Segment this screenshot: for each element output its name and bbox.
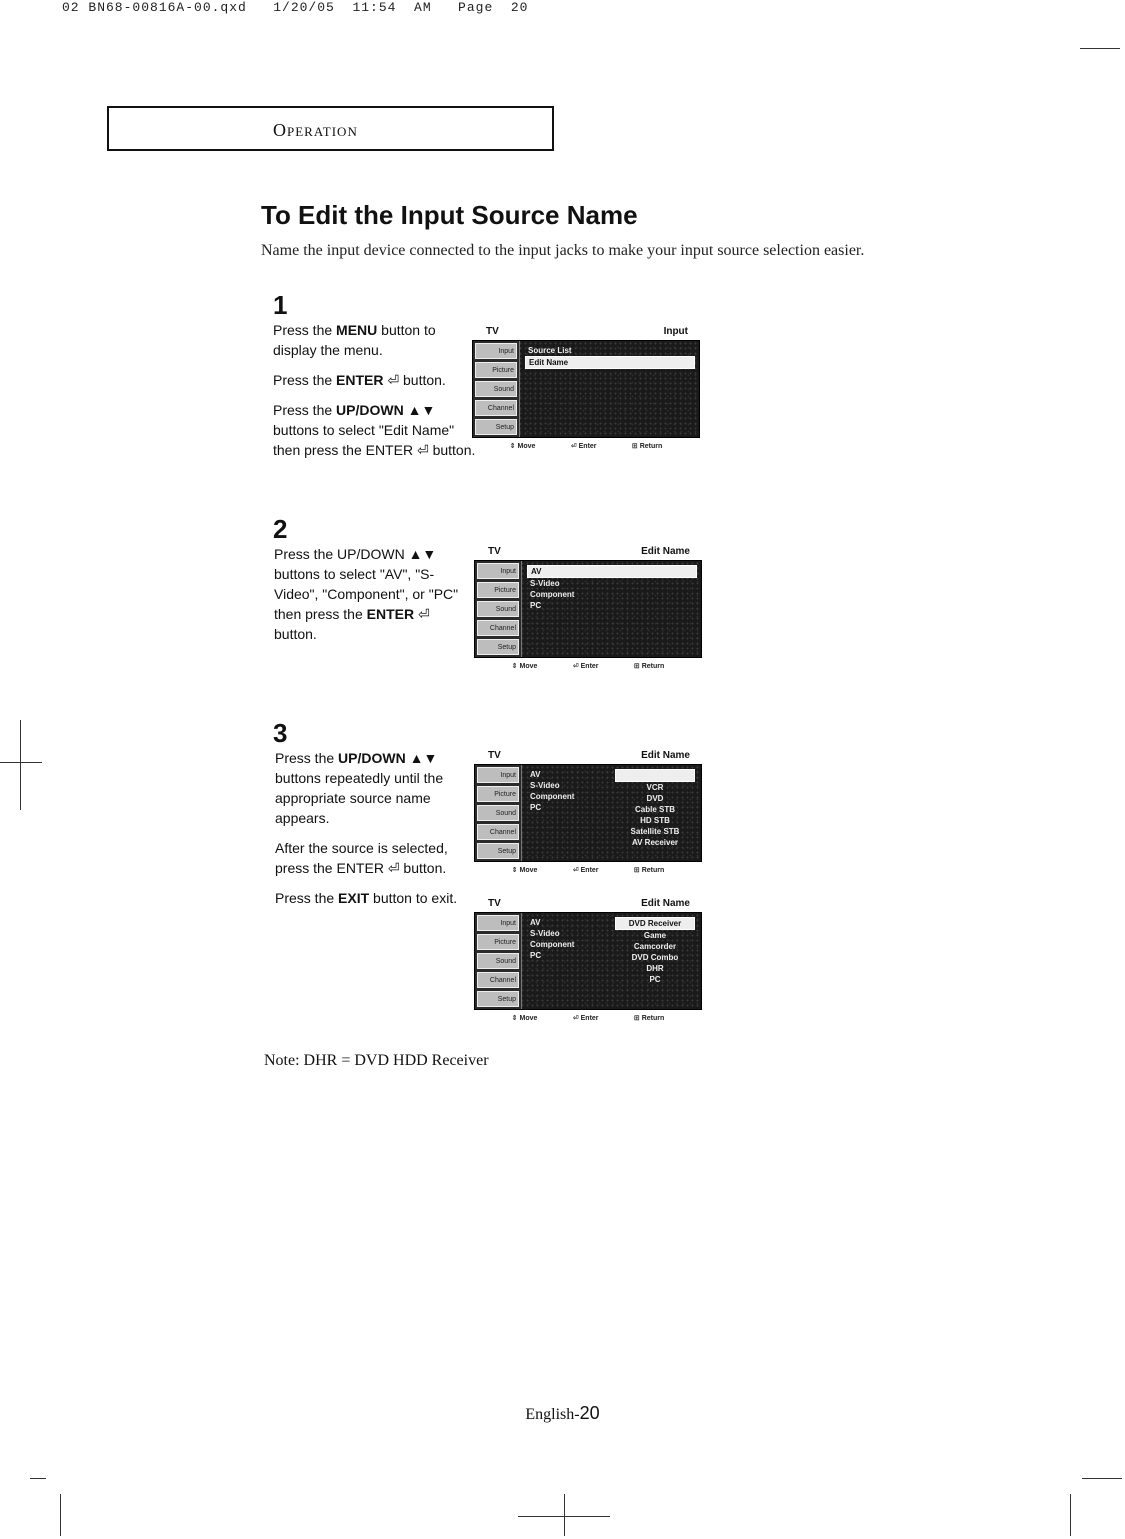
tv-menu-row: Source List [528, 346, 572, 355]
tv-sidebar [475, 765, 522, 861]
tv-menu-row: PC [530, 601, 542, 610]
section-header [107, 106, 554, 151]
tv-menu-list [525, 345, 695, 369]
tv-sidebar-item: Setup [477, 639, 519, 655]
note: Note: DHR = DVD HDD Receiver [264, 1052, 489, 1069]
tv-footer [474, 1010, 702, 1022]
instruction-paragraph: After the source is selected, press the ENTER ⏎ button. [275, 840, 448, 876]
tv-footer-hint: ⊞ Return [631, 443, 663, 450]
tv-menu-row: S-Video [530, 929, 560, 938]
tv-screen-step-2 [474, 546, 702, 670]
tv-footer-hint: ⏎ Enter [572, 663, 599, 670]
tv-footer [472, 438, 700, 450]
page-number: 20 [579, 1403, 600, 1423]
tv-option: DVD Receiver [615, 917, 695, 930]
tv-screen-step-3a [474, 750, 702, 874]
print-slug: 02 BN68-00816A-00.qxd 1/20/05 11:54 AM Page 20 [62, 0, 529, 15]
step-3-text [275, 748, 475, 918]
instruction-paragraph: Press the UP/DOWN ▲▼ buttons to select "Edit Name" then press the ENTER ⏎ button. [273, 402, 476, 458]
tv-menu-row: S-Video [530, 579, 560, 588]
tv-sidebar-item: Channel [477, 824, 519, 840]
tv-label: TV [486, 326, 499, 337]
tv-menu-row: AV [530, 918, 541, 927]
tv-option-list [615, 917, 695, 985]
tv-menu-title: Edit Name [641, 546, 690, 557]
tv-sidebar-item: Setup [475, 419, 517, 435]
tv-footer-hint: ⊞ Return [633, 867, 665, 874]
tv-menu-title: Edit Name [641, 750, 690, 761]
tv-option: Game [643, 931, 667, 940]
tv-option: DVD Combo [631, 953, 679, 962]
tv-option: PC [649, 975, 661, 984]
tv-footer-hint: ⇕ Move [509, 443, 536, 450]
tv-sidebar [475, 913, 522, 1009]
tv-menu-row: Component [530, 940, 575, 949]
intro-text: Name the input device connected to the input jacks to make your input source selection easier. [261, 242, 865, 259]
tv-footer-hint: ⇕ Move [511, 663, 538, 670]
tv-header [474, 898, 702, 912]
tv-display [474, 912, 702, 1010]
instruction-paragraph: Press the UP/DOWN ▲▼ buttons repeatedly until the appropriate source name appears. [275, 750, 444, 826]
page-footer [0, 1403, 1125, 1424]
tv-footer-hint: ⊞ Return [633, 1015, 665, 1022]
tv-footer-hint: ⊞ Return [633, 663, 665, 670]
step-number: 1 [273, 290, 288, 320]
tv-sidebar-item: Input [477, 563, 519, 579]
tv-label: TV [488, 750, 501, 761]
tv-menu-row: Component [530, 590, 575, 599]
step-number: 2 [273, 514, 288, 544]
tv-menu-title: Input [663, 326, 688, 337]
instruction-paragraph: Press the EXIT button to exit. [275, 890, 458, 906]
tv-menu-row: S-Video [530, 781, 560, 790]
tv-footer [474, 862, 702, 874]
tv-header [474, 546, 702, 560]
section-title: Operation [273, 120, 358, 140]
tv-option: AV Receiver [631, 838, 679, 847]
tv-menu-list [527, 565, 697, 611]
tv-header [472, 326, 700, 340]
tv-sidebar-item: Input [475, 343, 517, 359]
tv-sidebar-item: Sound [477, 953, 519, 969]
tv-menu-row: PC [530, 803, 542, 812]
tv-menu-title: Edit Name [641, 898, 690, 909]
page-title: To Edit the Input Source Name [261, 200, 638, 230]
tv-sidebar-item: Picture [477, 786, 519, 802]
tv-sidebar-item: Picture [477, 582, 519, 598]
step-1-text [273, 320, 478, 470]
crop-mark [30, 1478, 46, 1479]
tv-option: HD STB [640, 816, 670, 825]
tv-option: VCR [646, 783, 664, 792]
tv-sidebar-item: Setup [477, 991, 519, 1007]
tv-option: Cable STB [634, 805, 675, 814]
step-number: 3 [273, 718, 288, 748]
footer-label: English- [525, 1406, 580, 1423]
tv-header [474, 750, 702, 764]
tv-option: Camcorder [633, 942, 677, 951]
tv-display [472, 340, 700, 438]
tv-sidebar-item: Sound [477, 805, 519, 821]
tv-sidebar-item: Picture [477, 934, 519, 950]
tv-option-list [615, 769, 695, 848]
instruction-paragraph: Press the ENTER ⏎ button. [273, 372, 446, 388]
tv-footer [474, 658, 702, 670]
tv-sidebar-item: Channel [477, 620, 519, 636]
tv-label: TV [488, 898, 501, 909]
tv-menu-row: Component [530, 792, 575, 801]
tv-menu-row: AV [530, 770, 541, 779]
tv-footer-hint: ⏎ Enter [570, 443, 597, 450]
tv-sidebar [475, 561, 522, 657]
crop-mark [1070, 1494, 1071, 1536]
instruction-paragraph: Press the UP/DOWN ▲▼ buttons to select "AV", "S-Video", "Component", or "PC" then press the ENTER ⏎ button. [274, 546, 459, 642]
tv-footer-hint: ⏎ Enter [572, 867, 599, 874]
tv-label: TV [488, 546, 501, 557]
tv-screen-step-1 [472, 326, 700, 450]
tv-sidebar-item: Input [477, 767, 519, 783]
tv-option [615, 769, 695, 782]
tv-sidebar-item: Picture [475, 362, 517, 378]
crop-mark [1082, 1478, 1122, 1479]
crop-mark [1080, 48, 1120, 49]
tv-display [474, 560, 702, 658]
tv-menu-row: Edit Name [525, 356, 695, 369]
tv-sidebar-item: Sound [475, 381, 517, 397]
tv-sidebar-item: Channel [475, 400, 517, 416]
crop-mark [60, 1494, 61, 1536]
tv-display [474, 764, 702, 862]
registration-mark [0, 762, 42, 763]
registration-mark [20, 720, 21, 810]
tv-footer-hint: ⏎ Enter [572, 1015, 599, 1022]
tv-footer-hint: ⇕ Move [511, 1015, 538, 1022]
tv-option: Satellite STB [630, 827, 680, 836]
tv-sidebar-item: Setup [477, 843, 519, 859]
tv-menu-row: AV [527, 565, 697, 578]
tv-footer-hint: ⇕ Move [511, 867, 538, 874]
tv-screen-step-3b [474, 898, 702, 1022]
tv-option: DVD [646, 794, 664, 803]
tv-sidebar-item: Sound [477, 601, 519, 617]
tv-sidebar [473, 341, 520, 437]
tv-option: DHR [646, 964, 664, 973]
tv-sidebar-item: Input [477, 915, 519, 931]
tv-menu-row: PC [530, 951, 542, 960]
registration-mark [564, 1494, 565, 1536]
tv-sidebar-item: Channel [477, 972, 519, 988]
step-2-text [274, 544, 474, 654]
instruction-paragraph: Press the MENU button to display the menu. [273, 322, 436, 358]
